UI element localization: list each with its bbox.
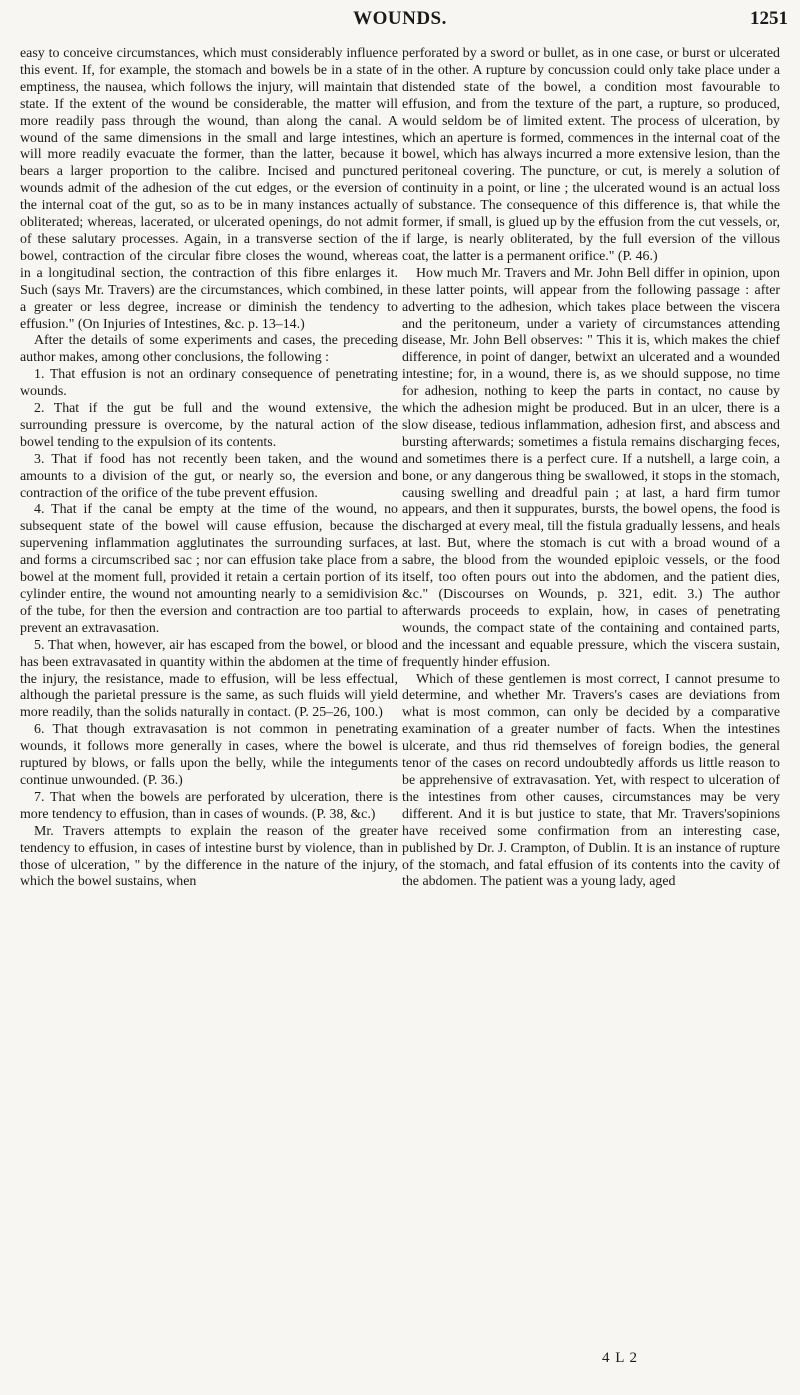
left-column xyxy=(20,46,398,891)
paragraph: Mr. Travers attempts to explain the reason of the greater tendency to effusion, in cases of intestine burst by violence, than in those of ulceration, " by the difference in the nature of the injury, which the bowel sustains, when xyxy=(20,823,398,890)
conclusion-item: 3. That if food has not recently been taken, and the wound amounts to a division of the gut, or nearly so, the eversion and contraction of the orifice of the tube prevent effusion. xyxy=(20,451,398,501)
running-title: WOUNDS. xyxy=(353,8,447,29)
running-head xyxy=(0,8,800,34)
conclusion-item: 6. That though extravasation is not common in penetrating wounds, it follows more generally in cases, where the bowel is ruptured by blows, or falls upon the belly, while the integuments continue unwounded. (P. 36.) xyxy=(20,722,398,788)
conclusion-item: 1. That effusion is not an ordinary consequence of penetrating wounds. xyxy=(20,367,398,400)
conclusion-item: 5. That when, however, air has escaped from the bowel, or blood has been extravasated in quantity within the abdomen at the time of the injury, the resistance, made to effusion, will be less effectual, although the parietal pressure is the same, as such fluids will yield more readily, than the solids naturally in contact. (P. 25–26, 100.) xyxy=(20,637,398,721)
paragraph: Which of these gentlemen is most correct, I cannot presume to determine, and whether Mr. Travers's cases are deviations from what is most common, can only be decided by a comparative examination of a greater number of facts. When the intestines ulcerate, and thus rid themselves of foreign bodies, the general tenor of the cases on record undoubtedly affords us little reason to be apprehensive of extravasation. Yet, with respect to ulceration of the intestines from other causes, circumstances may be very different. And it is but justice to state, that Mr. Travers'sopinions have received some confirmation from an interesting case, published by Dr. J. Crampton, of Dublin. It is an instance of rupture of the stomach, and fatal effusion of its contents into the cavity of the abdomen. The patient was a young lady, aged xyxy=(402,671,780,890)
conclusion-item: 2. That if the gut be full and the wound extensive, the surrounding pressure is overcome, by the natural action of the bowel tending to the expulsion of its contents. xyxy=(20,401,398,450)
paragraph: perforated by a sword or bullet, as in one case, or burst or ulcerated in the other. A rupture by concussion could only take place under a distended state of the bowel, a condition most favourable to effusion, and from the texture of the part, a rupture, so produced, would seldom be of limited extent. The process of ulceration, by which an aperture is formed, commences in the internal coat of the bowel, which has always incurred a more extensive lesion, than the peritoneal covering. The puncture, or cut, is merely a solution of continuity in a point, or line ; the ulcerated wound is an actual loss of substance. The consequence of this difference is, that while the former, if small, is glued up by the effusion from the cut vessels, or, if large, is nearly obliterated, by the full eversion of the villous coat, the latter is a permanent orifice." (P. 46.) xyxy=(402,46,780,264)
conclusion-item: 7. That when the bowels are perforated by ulceration, there is more tendency to effusion, than in cases of wounds. (P. 38, &c.) xyxy=(20,789,398,822)
paragraph: How much Mr. Travers and Mr. John Bell differ in opinion, upon these latter points, will appear from the following passage : after adverting to the adhesion, which takes place between the viscera and the peritoneum, under a variety of circumstances attending disease, Mr. John Bell observes: " This it is, which makes the chief difference, in point of danger, betwixt an ulcerated and a wounded intestine; for, in a wound, there is, as we should suppose, no time for adhesion, nothing to keep the parts in contact, no cause by which the adhesion might be produced. But in an ulcer, there is a slow disease, tedious inflammation, adhesion first, and abscess and bursting afterwards; sometimes a fistula remains discharging feces, and sometimes there is a perfect cure. If a nutshell, a large coin, a bone, or any dangerous thing be swallowed, it stops in the stomach, causing swelling and dreadful pain ; at last, a hard firm tumor appears, and then it suppurates, bursts, the bowel opens, the food is discharged at every meal, till the fistula gradually lessens, and heals at last. But, where the stomach is cut with a broad wound of a sabre, the blood from the wounded epiploic vessels, or the food itself, too often pours out into the abdomen, and the patient dies, &c." (Discourses on Wounds, p. 321, edit. 3.) The author afterwards proceeds to explain, how, in cases of penetrating wounds, the compact state of the containing and contained parts, and the incessant and equable pressure, which the viscera sustain, frequently hinder effusion. xyxy=(402,265,780,670)
conclusion-item: 4. That if the canal be empty at the time of the wound, no subsequent state of the bowel will cause effusion, because the supervening inflammation agglutinates the surrounding surfaces, and forms a circumscribed sac ; nor can effusion take place from a bowel at the moment full, provided it retain a certain portion of its cylinder entire, the wound not amounting nearly to a semidivision of the tube, for then the eversion and contraction are too partial to prevent an extravasation. xyxy=(20,502,398,636)
paragraph: easy to conceive circumstances, which must considerably influence this event. If, for example, the stomach and bowels be in a state of emptiness, the nausea, which follows the injury, will maintain that state. If the extent of the wound be considerable, the matter will more readily pass through the wound, than along the canal. A wound of the same dimensions in the small and large intestines, will more readily evacuate the former, than the latter, because it bears a larger proportion to the calibre. Incised and punctured wounds admit of the adhesion of the cut edges, or the eversion of the internal coat of the gut, so as to be in many instances actually obliterated; whereas, lacerated, or ulcerated openings, do not admit of these salutary processes. Again, in a transverse section of the bowel, contraction of the circular fibre closes the wound, whereas in a longitudinal section, the contraction of this fibre enlarges it. Such (says Mr. Travers) are the circumstances, which combined, in a greater or less degree, increase or diminish the tendency to effusion." (On Injuries of Intestines, &c. p. 13–14.) xyxy=(20,46,398,332)
paragraph: After the details of some experiments and cases, the preceding author makes, among other conclusions, the following : xyxy=(20,333,398,366)
page-number: 1251 xyxy=(750,8,788,29)
signature-mark: 4 L 2 xyxy=(601,1350,639,1366)
right-column xyxy=(402,46,780,891)
